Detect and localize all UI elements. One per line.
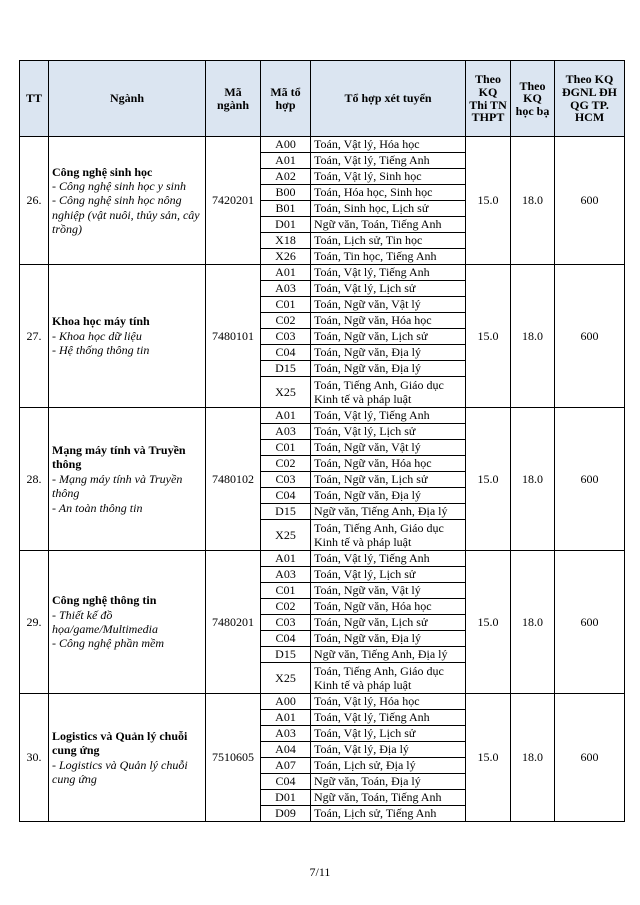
combo-code: A02 (261, 169, 311, 185)
page-number: 7/11 (309, 865, 331, 879)
header-ma-nganh: Mã ngành (206, 61, 261, 137)
combo-subjects: Toán, Vật lý, Tiếng Anh (311, 153, 466, 169)
major-cell (49, 551, 206, 694)
header-dgnl: Theo KQ ĐGNL ĐH QG TP. HCM (555, 61, 625, 137)
header-thpt: Theo KQ Thi TN THPT (466, 61, 511, 137)
score-dgnl: 600 (555, 137, 625, 265)
combo-subjects: Toán, Vật lý, Địa lý (311, 742, 466, 758)
combo-code: B01 (261, 201, 311, 217)
combo-code: C04 (261, 774, 311, 790)
major-cell (49, 408, 206, 551)
combo-subjects: Toán, Ngữ văn, Hóa học (311, 313, 466, 329)
combo-subjects: Ngữ văn, Tiếng Anh, Địa lý (311, 504, 466, 520)
combo-code: C01 (261, 583, 311, 599)
table-row (20, 137, 625, 153)
score-thpt: 15.0 (466, 551, 511, 694)
specialization: - Khoa học dữ liệu (52, 328, 142, 343)
combo-code: A03 (261, 281, 311, 297)
row-number: 28. (20, 408, 49, 551)
combo-code: B00 (261, 185, 311, 201)
major-cell (49, 265, 206, 408)
combo-code: A07 (261, 758, 311, 774)
combo-code: A01 (261, 551, 311, 567)
combo-code: A01 (261, 153, 311, 169)
score-thpt: 15.0 (466, 265, 511, 408)
score-hoc-ba: 18.0 (511, 137, 555, 265)
combo-subjects: Toán, Tiếng Anh, Giáo dục Kinh tế và pháp luật (311, 663, 466, 694)
specialization: - Công nghệ phần mềm (52, 636, 164, 651)
combo-subjects: Toán, Ngữ văn, Vật lý (311, 583, 466, 599)
specialization: - Công nghệ sinh học y sinh (52, 178, 186, 193)
combo-subjects: Toán, Hóa học, Sinh học (311, 185, 466, 201)
combo-subjects: Toán, Ngữ văn, Địa lý (311, 361, 466, 377)
combo-code: C01 (261, 440, 311, 456)
combo-code: A01 (261, 710, 311, 726)
combo-subjects: Toán, Tiếng Anh, Giáo dục Kinh tế và pháp luật (311, 377, 466, 408)
specialization: - Công nghệ sinh học nông nghiệp (vật nuôi, thủy sản, cây trồng) (52, 193, 200, 237)
score-thpt: 15.0 (466, 137, 511, 265)
admissions-table (19, 60, 625, 822)
combo-subjects: Toán, Vật lý, Tiếng Anh (311, 265, 466, 281)
table-row (20, 694, 625, 710)
combo-subjects: Toán, Vật lý, Tiếng Anh (311, 551, 466, 567)
combo-subjects: Toán, Vật lý, Tiếng Anh (311, 710, 466, 726)
score-hoc-ba: 18.0 (511, 408, 555, 551)
combo-code: C01 (261, 297, 311, 313)
combo-subjects: Toán, Vật lý, Lịch sử (311, 424, 466, 440)
combo-code: X25 (261, 663, 311, 694)
row-number: 26. (20, 137, 49, 265)
specialization: - Mạng máy tính và Truyền thông (52, 471, 183, 501)
combo-code: C04 (261, 631, 311, 647)
score-thpt: 15.0 (466, 694, 511, 822)
combo-code: A03 (261, 567, 311, 583)
combo-code: X25 (261, 377, 311, 408)
table-header-row (20, 61, 625, 137)
combo-subjects: Toán, Tiếng Anh, Giáo dục Kinh tế và pháp luật (311, 520, 466, 551)
score-dgnl: 600 (555, 408, 625, 551)
combo-subjects: Toán, Vật lý, Tiếng Anh (311, 408, 466, 424)
table-body (20, 137, 625, 822)
major-code: 7480102 (206, 408, 261, 551)
combo-code: D09 (261, 806, 311, 822)
score-dgnl: 600 (555, 551, 625, 694)
major-name: Mạng máy tính và Truyền thông (52, 443, 186, 472)
combo-code: A01 (261, 408, 311, 424)
header-nganh: Ngành (49, 61, 206, 137)
score-thpt: 15.0 (466, 408, 511, 551)
header-ma-to-hop: Mã tổ hợp (261, 61, 311, 137)
score-hoc-ba: 18.0 (511, 551, 555, 694)
header-tt: TT (20, 61, 49, 137)
combo-code: D01 (261, 790, 311, 806)
combo-code: A04 (261, 742, 311, 758)
combo-subjects: Ngữ văn, Tiếng Anh, Địa lý (311, 647, 466, 663)
combo-subjects: Toán, Vật lý, Lịch sử (311, 726, 466, 742)
score-hoc-ba: 18.0 (511, 694, 555, 822)
major-cell (49, 694, 206, 822)
specialization: - Hệ thống thông tin (52, 343, 150, 358)
major-name: Công nghệ sinh học (52, 164, 153, 179)
table-row (20, 551, 625, 567)
combo-subjects: Toán, Ngữ văn, Vật lý (311, 440, 466, 456)
combo-code: A03 (261, 726, 311, 742)
combo-subjects: Toán, Vật lý, Hóa học (311, 694, 466, 710)
combo-subjects: Toán, Ngữ văn, Địa lý (311, 488, 466, 504)
combo-code: X26 (261, 249, 311, 265)
admissions-table-container (19, 60, 624, 822)
header-hoc-ba: Theo KQ học bạ (511, 61, 555, 137)
major-code: 7480101 (206, 265, 261, 408)
combo-subjects: Toán, Ngữ văn, Vật lý (311, 297, 466, 313)
combo-code: C03 (261, 615, 311, 631)
combo-code: C02 (261, 313, 311, 329)
major-name: Công nghệ thông tin (52, 593, 157, 608)
combo-subjects: Toán, Ngữ văn, Địa lý (311, 345, 466, 361)
combo-subjects: Toán, Lịch sử, Địa lý (311, 758, 466, 774)
combo-subjects: Toán, Ngữ văn, Địa lý (311, 631, 466, 647)
combo-subjects: Toán, Tin học, Tiếng Anh (311, 249, 466, 265)
specialization: - Logistics và Quản lý chuỗi cung ứng (52, 757, 188, 786)
combo-subjects: Ngữ văn, Toán, Địa lý (311, 774, 466, 790)
row-number: 29. (20, 551, 49, 694)
score-dgnl: 600 (555, 694, 625, 822)
combo-subjects: Toán, Vật lý, Sinh học (311, 169, 466, 185)
combo-code: A03 (261, 424, 311, 440)
major-name: Logistics và Quản lý chuỗi cung ứng (52, 728, 188, 758)
combo-subjects: Toán, Lịch sử, Tin học (311, 233, 466, 249)
combo-code: C02 (261, 599, 311, 615)
combo-subjects: Toán, Vật lý, Hóa học (311, 137, 466, 153)
major-cell (49, 137, 206, 265)
specialization: - An toàn thông tin (52, 500, 143, 515)
header-to-hop: Tổ hợp xét tuyển (311, 61, 466, 137)
row-number: 27. (20, 265, 49, 408)
combo-code: C04 (261, 488, 311, 504)
combo-code: A00 (261, 137, 311, 153)
combo-code: D15 (261, 504, 311, 520)
combo-subjects: Toán, Ngữ văn, Hóa học (311, 456, 466, 472)
row-number: 30. (20, 694, 49, 822)
major-code: 7420201 (206, 137, 261, 265)
combo-code: D15 (261, 361, 311, 377)
table-row (20, 265, 625, 281)
combo-subjects: Toán, Vật lý, Lịch sử (311, 281, 466, 297)
major-code: 7510605 (206, 694, 261, 822)
combo-code: C03 (261, 329, 311, 345)
combo-subjects: Ngữ văn, Toán, Tiếng Anh (311, 217, 466, 233)
score-dgnl: 600 (555, 265, 625, 408)
combo-code: D01 (261, 217, 311, 233)
combo-subjects: Toán, Vật lý, Lịch sử (311, 567, 466, 583)
combo-code: C03 (261, 472, 311, 488)
combo-subjects: Toán, Ngữ văn, Hóa học (311, 599, 466, 615)
specialization: - Thiết kế đồ họa/game/Multimedia (52, 607, 158, 636)
combo-subjects: Toán, Ngữ văn, Lịch sử (311, 615, 466, 631)
table-row (20, 408, 625, 424)
combo-code: X25 (261, 520, 311, 551)
major-name: Khoa học máy tính (52, 314, 150, 329)
combo-code: A01 (261, 265, 311, 281)
combo-subjects: Toán, Ngữ văn, Lịch sử (311, 472, 466, 488)
combo-code: A00 (261, 694, 311, 710)
combo-code: D15 (261, 647, 311, 663)
combo-subjects: Toán, Lịch sử, Tiếng Anh (311, 806, 466, 822)
combo-subjects: Toán, Sinh học, Lịch sử (311, 201, 466, 217)
combo-code: C04 (261, 345, 311, 361)
combo-code: X18 (261, 233, 311, 249)
major-code: 7480201 (206, 551, 261, 694)
combo-subjects: Ngữ văn, Toán, Tiếng Anh (311, 790, 466, 806)
score-hoc-ba: 18.0 (511, 265, 555, 408)
combo-subjects: Toán, Ngữ văn, Lịch sử (311, 329, 466, 345)
combo-code: C02 (261, 456, 311, 472)
